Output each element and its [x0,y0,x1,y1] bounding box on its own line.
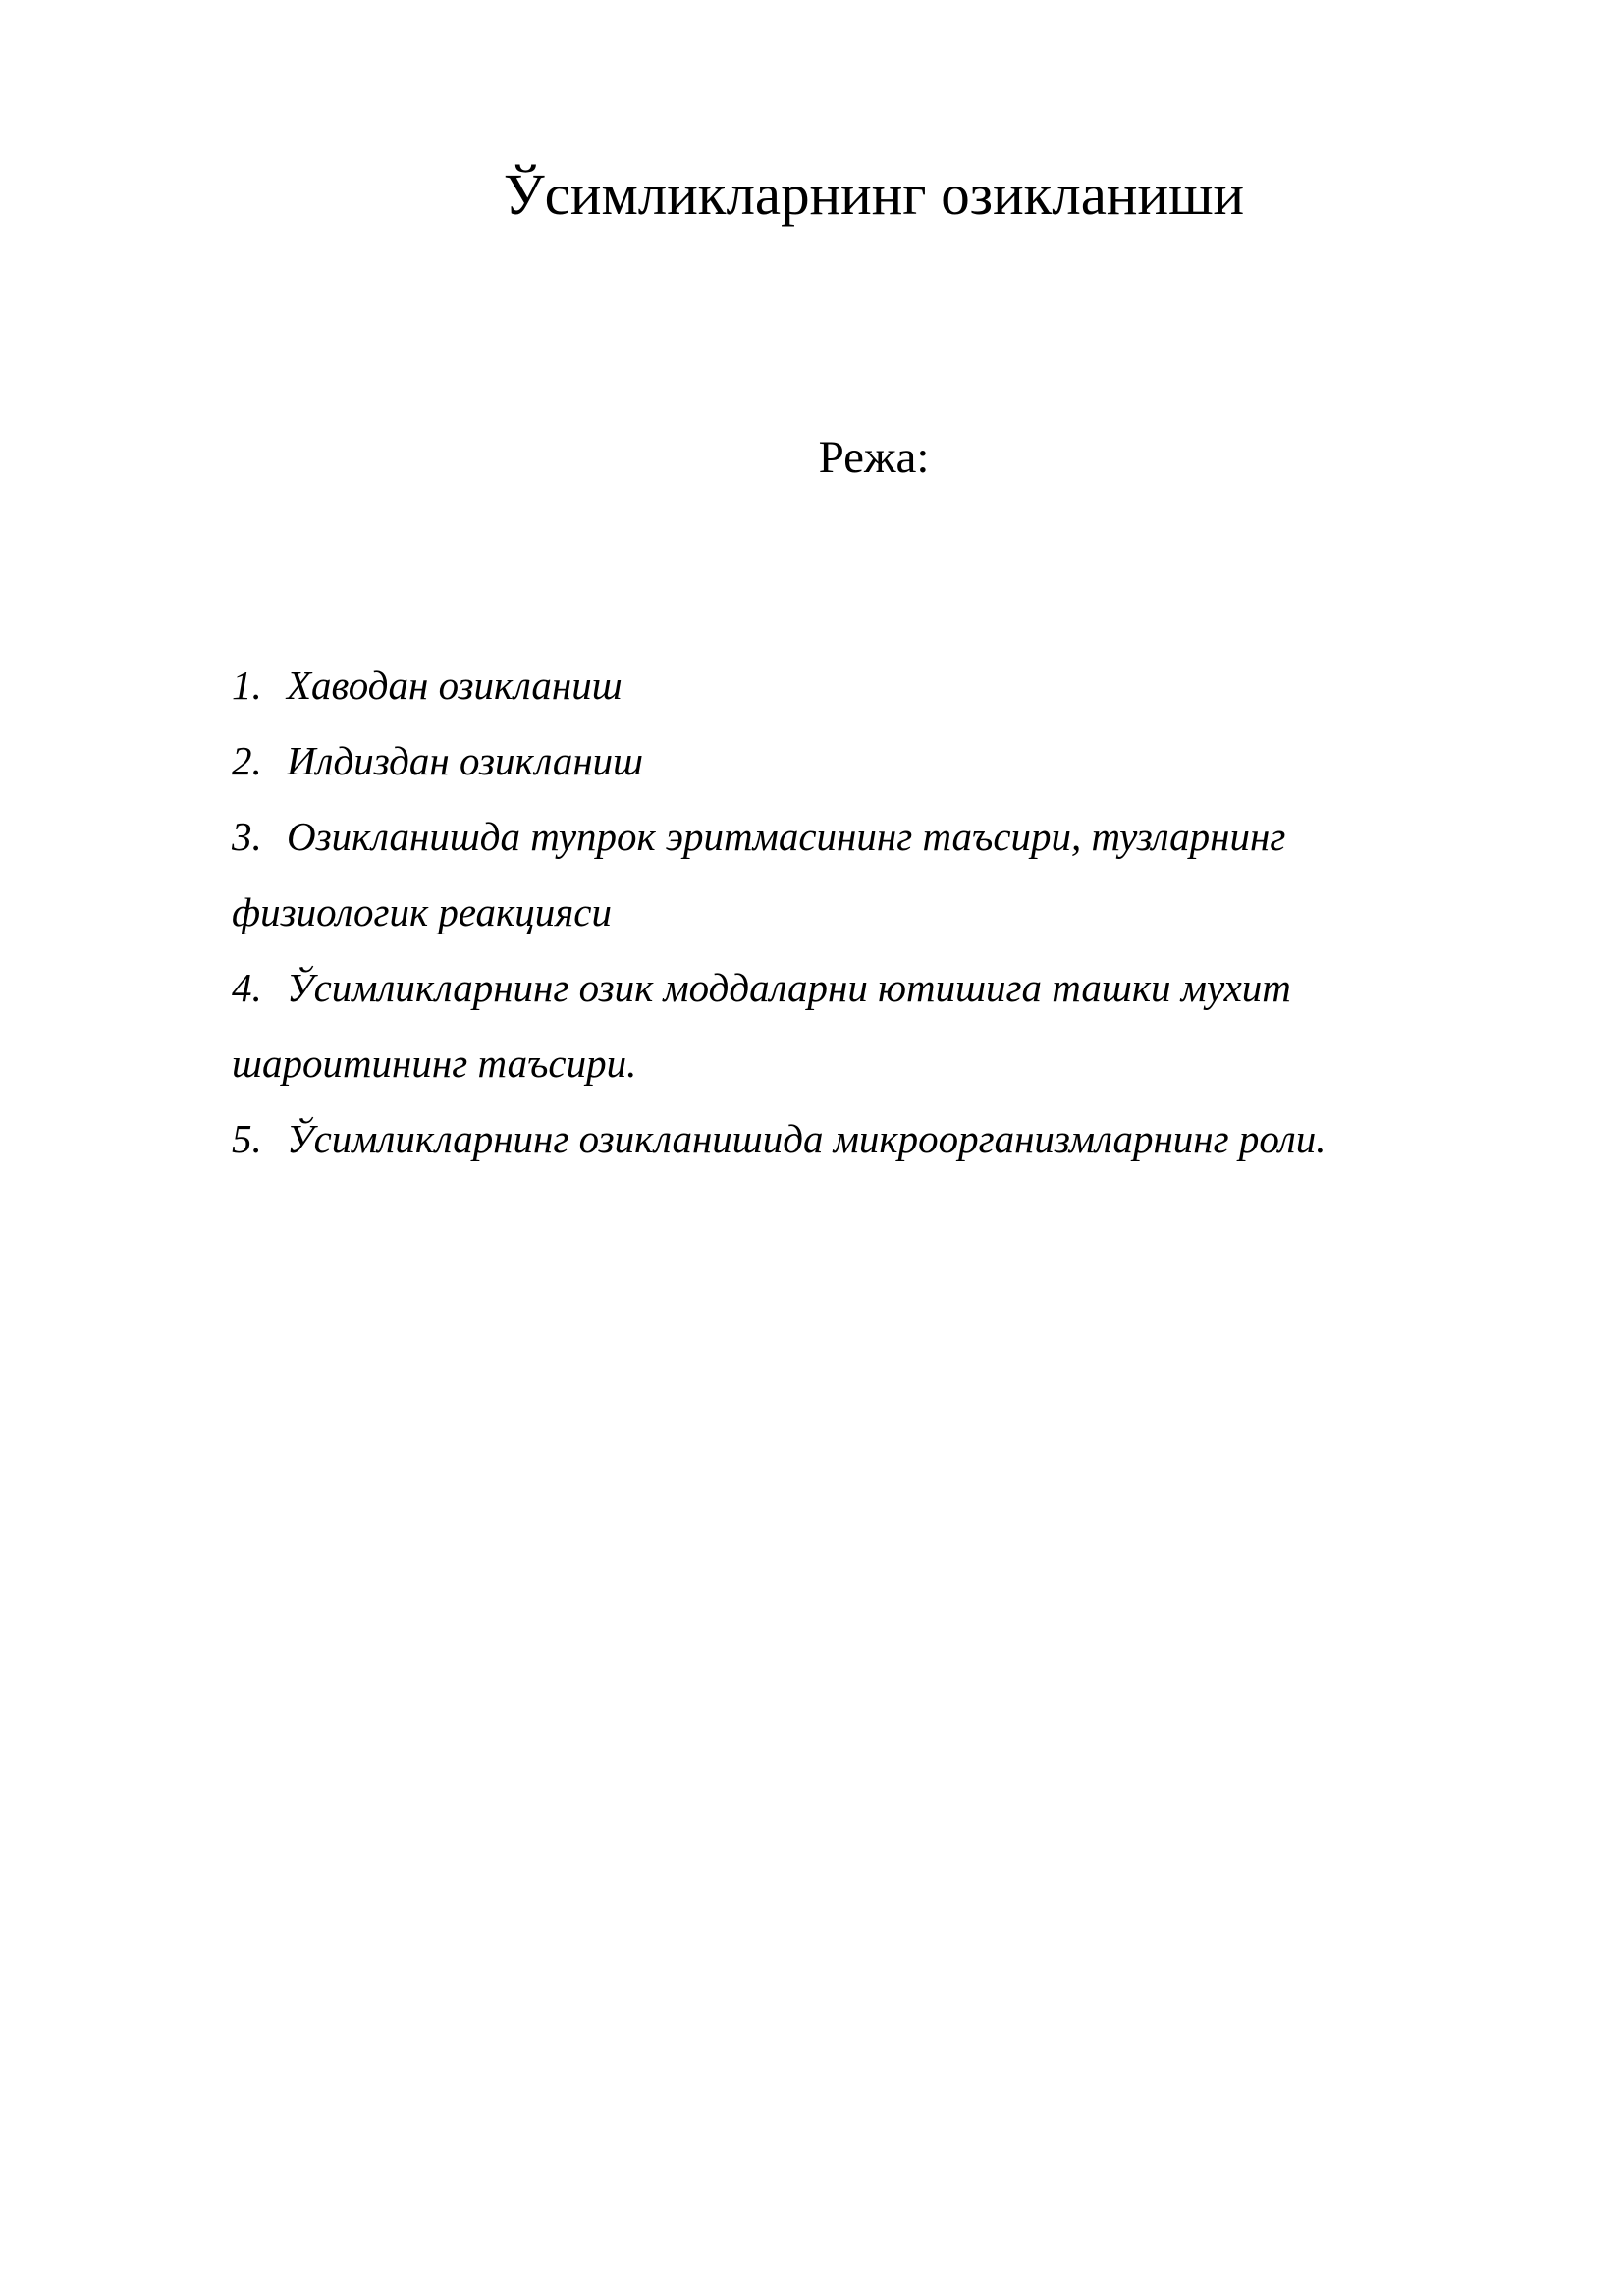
plan-item-text: Хаводан озикланиш [287,663,623,708]
plan-item-2 [232,723,1439,799]
document-title: Ўсимликларнинг озикланиши [503,162,1245,227]
plan-item-number: 4. [232,965,262,1010]
plan-item-number: 2. [232,738,262,783]
plan-item-text: Ўсимликларнинг озик моддаларни ютишига ташки мухит шароитининг таъсири. [232,965,1291,1086]
plan-item-number: 3. [232,814,262,859]
plan-item-text: Илдиздан озикланиш [287,738,644,783]
plan-item-5 [232,1101,1439,1177]
plan-item-text: Озикланишда тупрок эритмасининг таъсири, тузларнинг физиологик реакцияси [232,814,1286,934]
plan-item-number: 5. [232,1116,262,1161]
plan-list [232,648,1439,1177]
plan-heading: Режа: [818,432,930,483]
plan-item-1 [232,648,1439,723]
plan-item-number: 1. [232,663,262,708]
plan-item-4 [232,950,1439,1101]
plan-item-3 [232,799,1439,950]
plan-item-text: Ўсимликларнинг озикланишида микроорганизмларнинг роли. [287,1116,1326,1161]
